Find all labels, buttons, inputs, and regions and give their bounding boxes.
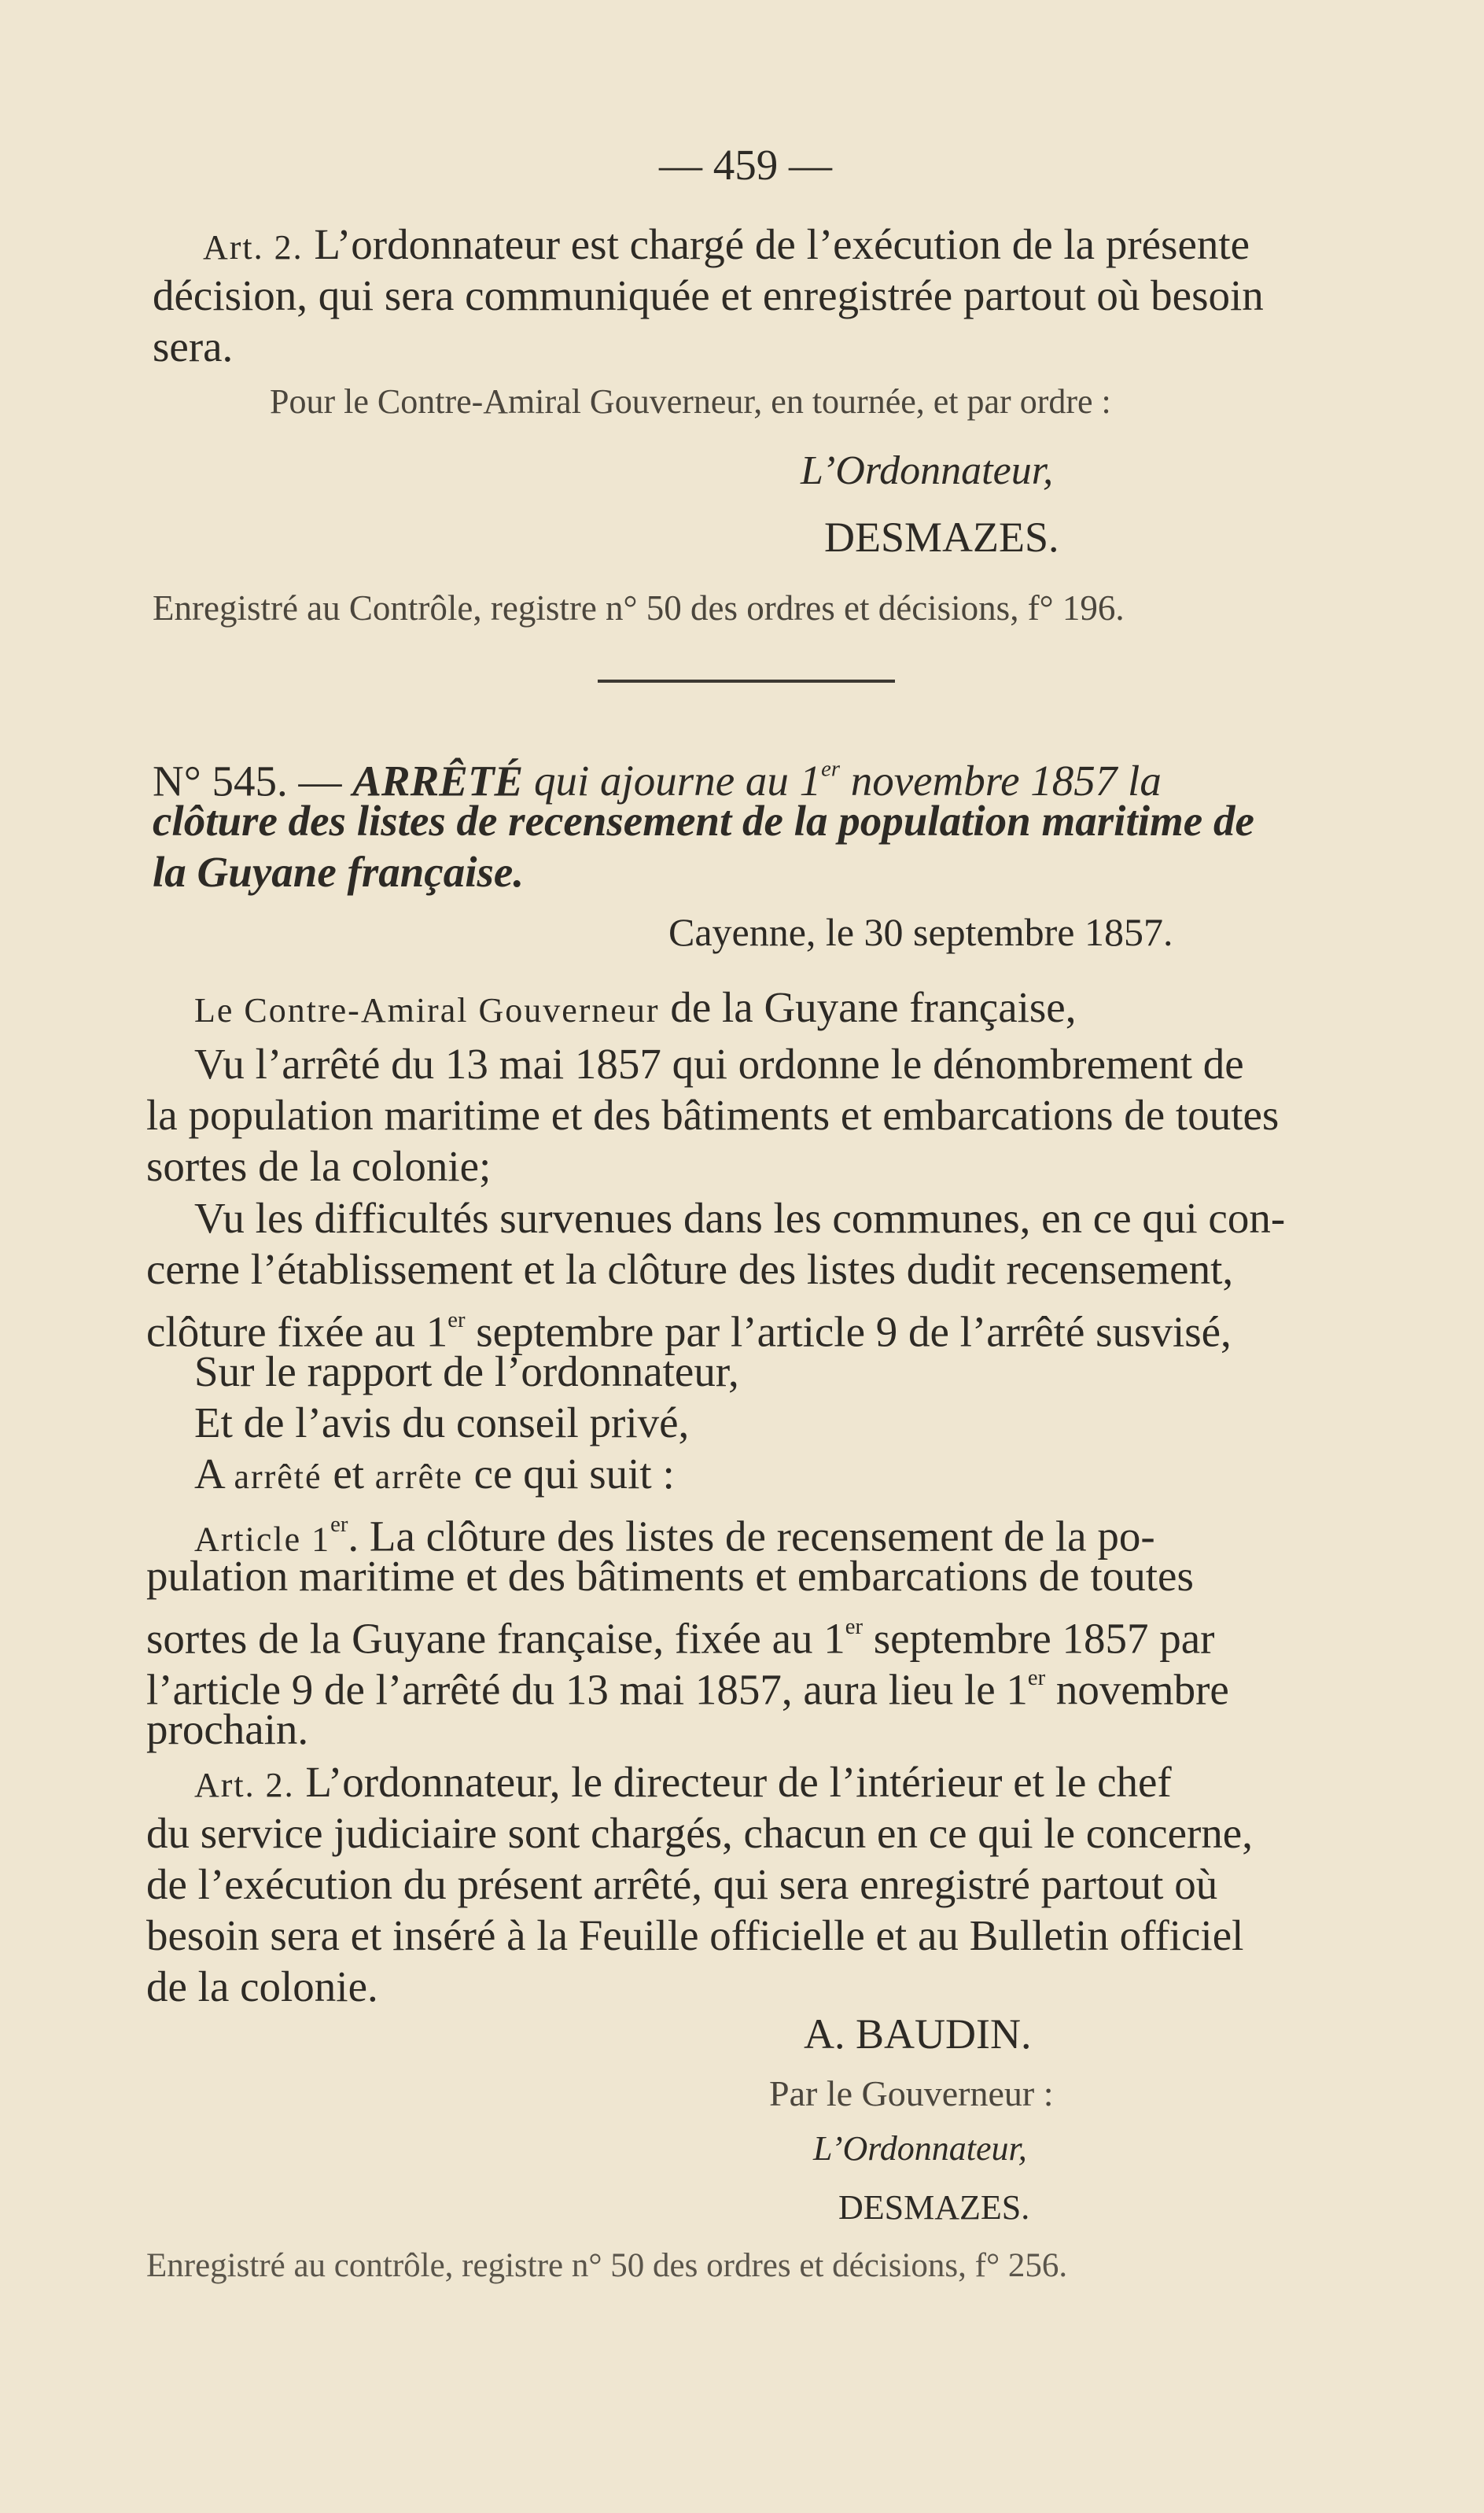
place-date: Cayenne, le 30 septembre 1857.: [668, 910, 1173, 954]
decree-title-lead: ARRÊTÉ: [352, 757, 524, 805]
article-1-label: Article 1: [194, 1520, 331, 1559]
intro-authority: Le Contre-Amiral Gouverneur: [194, 991, 660, 1030]
article-2-line-1: Art. 2. L’ordonnateur, le directeur de l’intérieur et le chef: [194, 1758, 1172, 1806]
decree-number: N° 545.: [153, 757, 288, 805]
prev-article-text-1: L’ordonnateur est chargé de l’exécution de la présente: [314, 220, 1250, 268]
decree-title-line-3: la Guyane française.: [153, 848, 525, 896]
article-1-line-5: prochain.: [146, 1705, 309, 1753]
prev-article-line-1: [203, 219, 1250, 274]
article-1-line-1: Article 1er. La clôture des listes de recensement de la po-: [194, 1512, 1155, 1560]
vu1-line-1: Vu l’arrêté du 13 mai 1857 qui ordonne le dénombrement de: [194, 1040, 1244, 1088]
article-2-line-3: de l’exécution du présent arrêté, qui sera enregistré partout où: [146, 1860, 1218, 1908]
page-number: — 459 —: [659, 141, 832, 189]
article-2-line-2: du service judiciaire sont chargés, chacun en ce qui le concerne,: [146, 1809, 1253, 1857]
vu2-line-2: cerne l’établissement et la clôture des listes dudit recensement,: [146, 1245, 1234, 1293]
prev-signoff: Pour le Contre-Amiral Gouverneur, en tournée, et par ordre :: [270, 382, 1111, 421]
prev-article-label: Art. 2.: [203, 228, 304, 267]
decree-intro: [194, 982, 1076, 1037]
prev-article-line-2: décision, qui sera communiquée et enregistrée partout où besoin: [153, 271, 1264, 319]
article-1-line-4: l’article 9 de l’arrêté du 13 mai 1857, aura lieu le 1er novembre: [146, 1665, 1229, 1714]
intro-rest: de la Guyane française,: [659, 983, 1077, 1031]
par-le-gouverneur: Par le Gouverneur :: [769, 2073, 1054, 2113]
section-divider: [598, 680, 895, 683]
avis-conseil: Et de l’avis du conseil privé,: [194, 1398, 690, 1446]
governor-signature: A. BAUDIN.: [804, 2010, 1032, 2058]
decree-registration: Enregistré au contrôle, registre n° 50 des ordres et décisions, f° 256.: [146, 2247, 1068, 2284]
decree-title-rest: qui ajourne au 1er novembre 1857 la: [534, 757, 1162, 805]
article-2-label: Art. 2.: [194, 1766, 295, 1804]
prev-registration: Enregistré au Contrôle, registre n° 50 des ordres et décisions, f° 196.: [153, 588, 1125, 628]
article-2-line-4: besoin sera et inséré à la Feuille officielle et au Bulletin officiel: [146, 1911, 1244, 1959]
prev-signer-name: DESMAZES.: [824, 514, 1059, 561]
decree-title-line-2: clôture des listes de recensement de la population maritime de: [153, 797, 1254, 845]
article-2-line-5: de la colonie.: [146, 1962, 378, 2010]
article-1-line-2: pulation maritime et des bâtiments et embarcations de toutes: [146, 1552, 1194, 1600]
article-1-line-3: sortes de la Guyane française, fixée au 1er septembre 1857 par: [146, 1614, 1215, 1663]
vu2-line-3: clôture fixée au 1er septembre par l’article 9 de l’arrêté susvisé,: [146, 1307, 1232, 1356]
signer-name: DESMAZES.: [838, 2188, 1030, 2227]
vu1-line-2: la population maritime et des bâtiments et embarcations de toutes: [146, 1091, 1280, 1139]
decree-dash: —: [298, 757, 342, 805]
prev-signer-title: L’Ordonnateur,: [801, 448, 1054, 493]
vu2-line-1: Vu les difficultés survenues dans les communes, en ce qui con-: [194, 1194, 1286, 1242]
sur-rapport: Sur le rapport de l’ordonnateur,: [194, 1347, 739, 1395]
prev-article-line-3: sera.: [153, 322, 234, 370]
vu1-line-3: sortes de la colonie;: [146, 1142, 492, 1190]
arrete-formula: A arrêté et arrête ce qui suit :: [194, 1450, 675, 1498]
signer-title: L’Ordonnateur,: [813, 2129, 1027, 2168]
